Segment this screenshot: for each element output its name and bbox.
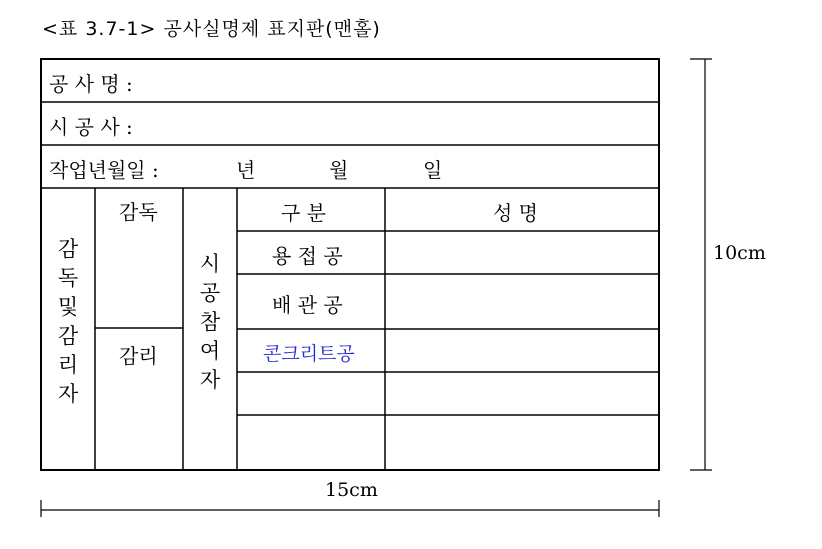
width-dimension-label: 15cm bbox=[325, 479, 378, 501]
day-label: 일 bbox=[423, 158, 443, 182]
month-label: 월 bbox=[329, 158, 349, 182]
work-date-label: 작업년월일 : bbox=[49, 158, 159, 182]
table-caption: <표 3.7-1> 공사실명제 표지판(맨홀) bbox=[42, 18, 381, 40]
supervision-label: 감독 bbox=[119, 200, 158, 224]
contractor-label: 시 공 사 : bbox=[49, 115, 133, 139]
trade-pipefitter: 배 관 공 bbox=[272, 293, 343, 317]
year-label: 년 bbox=[236, 158, 256, 182]
supervisor-group-label: 감 독 및 감 리 자 bbox=[57, 237, 79, 406]
inspection-label: 감리 bbox=[119, 344, 158, 368]
category-header: 구 분 bbox=[281, 201, 326, 225]
name-header: 성 명 bbox=[493, 201, 538, 225]
project-name-label: 공 사 명 : bbox=[49, 72, 133, 96]
worker-group-label: 시 공 참 여 자 bbox=[199, 252, 221, 392]
trade-concrete-worker: 콘크리트공 bbox=[263, 343, 355, 365]
height-dimension-label: 10cm bbox=[713, 242, 766, 264]
trade-welder: 용 접 공 bbox=[272, 244, 343, 268]
